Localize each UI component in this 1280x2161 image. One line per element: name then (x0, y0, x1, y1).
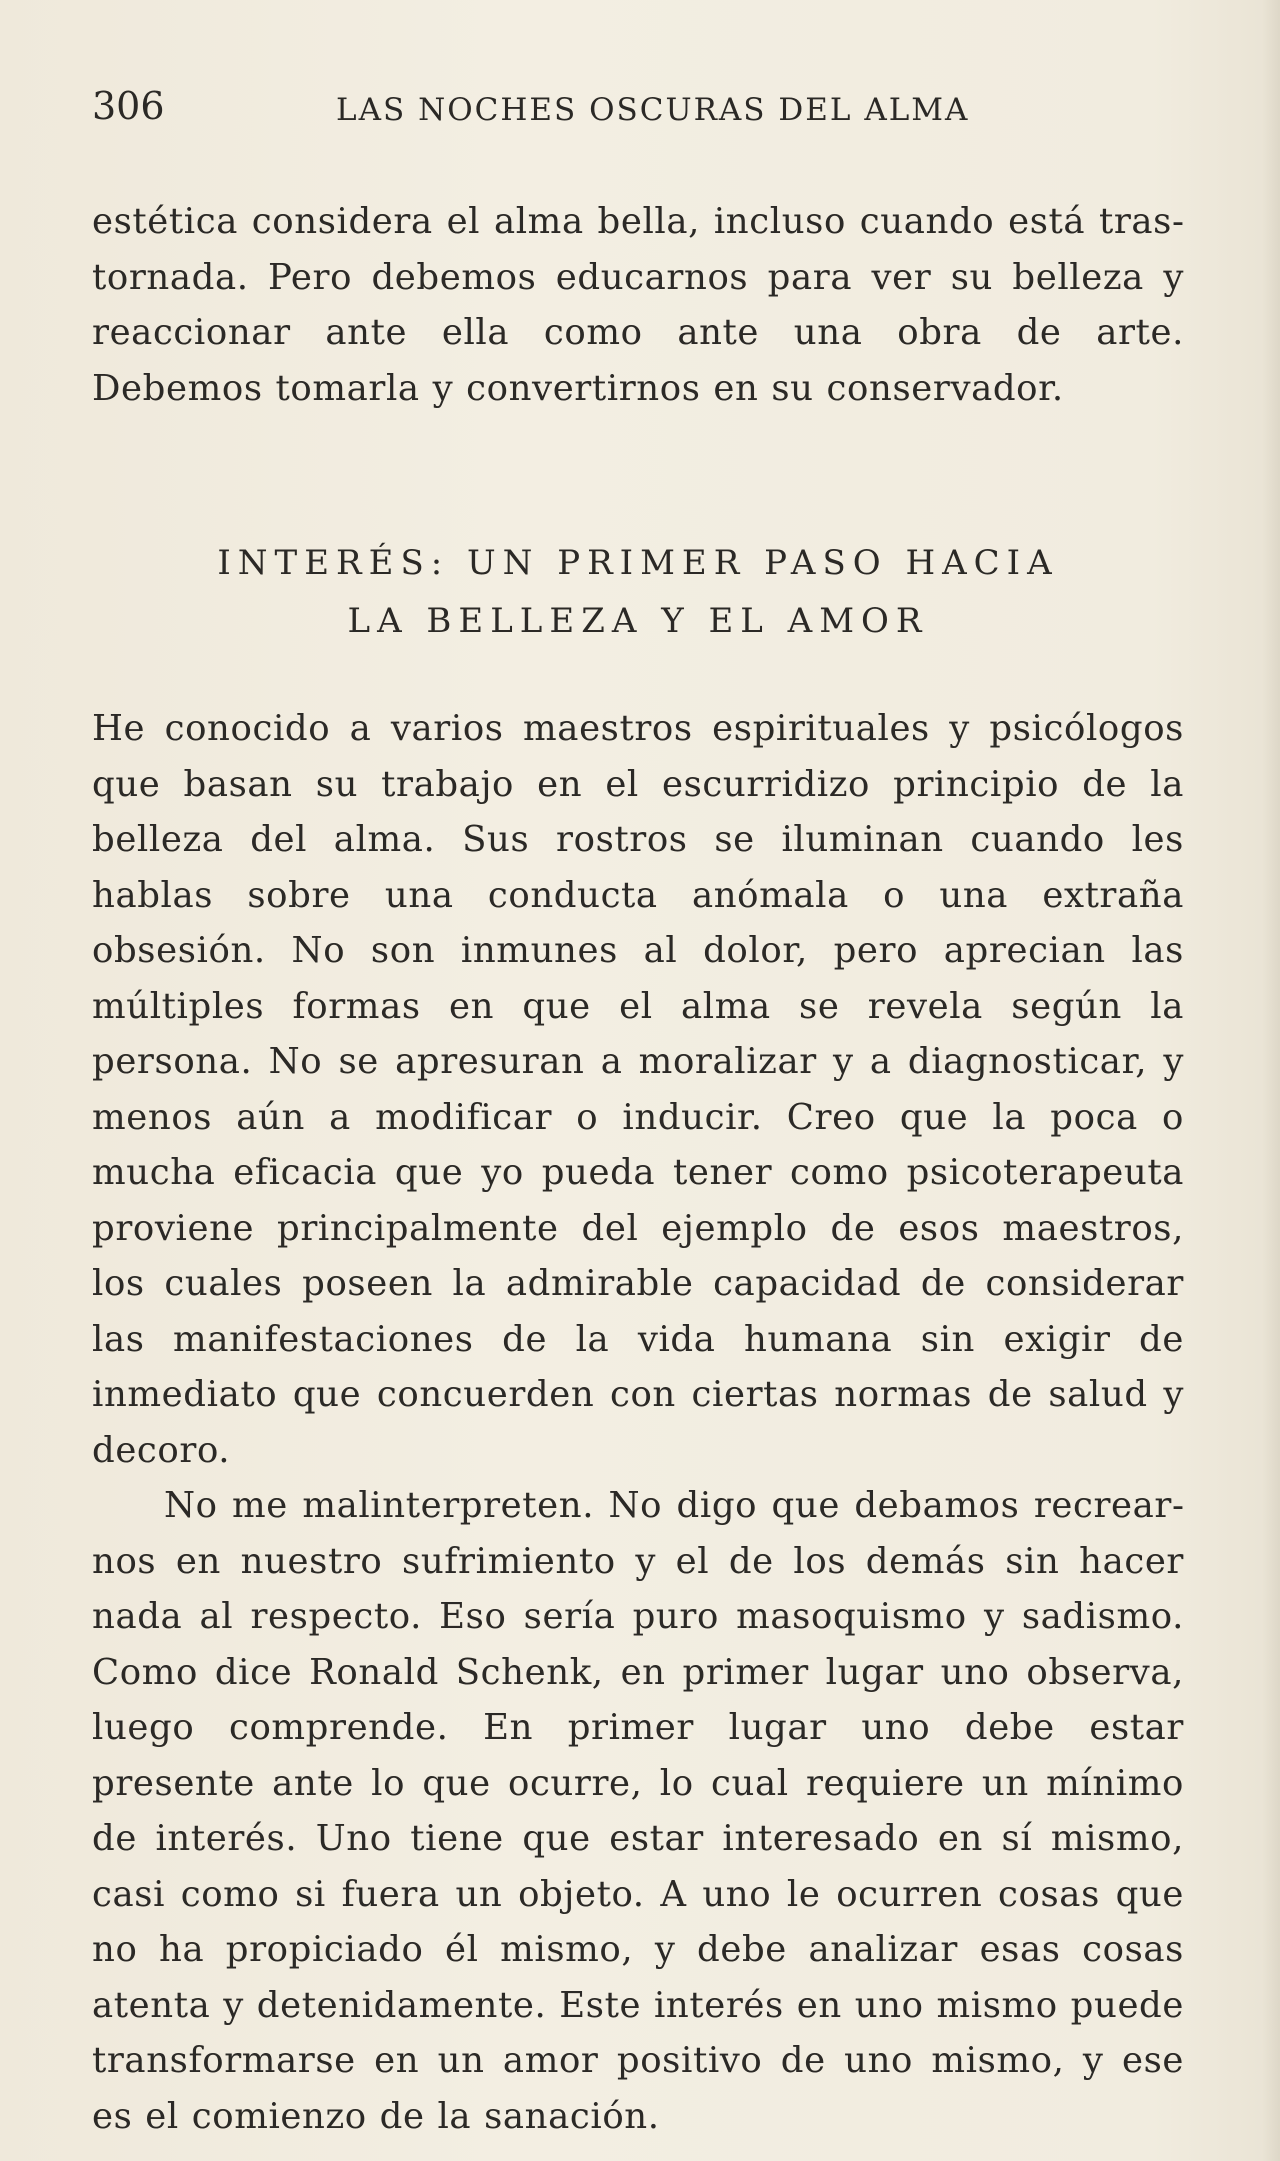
opening-paragraph (92, 194, 1184, 416)
section-heading-line-1: INTERÉS: UN PRIMER PASO HACIA (217, 543, 1059, 583)
running-head (92, 78, 1192, 134)
page-number: 306 (92, 84, 165, 128)
section-body (92, 701, 1184, 2144)
book-title: LAS NOCHES OSCURAS DEL ALMA (336, 92, 970, 128)
section-heading-line-2: LA BELLEZA Y EL AMOR (347, 601, 929, 641)
page-edge-shadow (1262, 0, 1280, 2161)
paragraph-1: He conocido a varios maestros espirituales y psicólogos que basan su trabajo en el escurridizo principio de la belleza del alma. Sus rostros se iluminan cuando les hablas sobre una conducta anómala o una extraña obsesión. No son inmunes al dolor, pero aprecian las múltiples formas en que el alma se revela según la persona. No se apresuran a moralizar y a diagnosticar, y menos aún a modificar o inducir. Creo que la poca o mucha eficacia que yo pueda tener como psicoterapeuta proviene principalmente del ejemplo de esos maestros, los cuales poseen la admirable capacidad de considerar las manifestaciones de la vida humana sin exigir de inmediato que concuerden con ciertas normas de salud y decoro. (92, 708, 1184, 1471)
paragraph-continuation: estética considera el alma bella, incluso cuando está trastornada. Pero debemos educarnos para ver su belleza y reaccionar ante ella como ante una obra de arte. Debemos tomarla y convertirnos en su conservador. (92, 201, 1184, 409)
section-heading (92, 534, 1184, 650)
paragraph-2: No me malinterpreten. No digo que debamos recrearnos en nuestro sufrimiento y el de los demás sin hacer nada al respecto. Eso sería puro masoquismo y sadismo. Como dice Ronald Schenk, en primer lugar uno observa, luego comprende. En primer lugar uno debe estar presente ante lo que ocurre, lo cual requiere un mínimo de interés. Uno tiene que estar interesado en sí mismo, casi como si fuera un objeto. A uno le ocurren cosas que no ha propiciado él mismo, y debe analizar esas cosas atenta y detenidamente. Este interés en uno mismo puede transformarse en un amor positivo de uno mismo, y ese es el comienzo de la sanación. (92, 1485, 1184, 2137)
